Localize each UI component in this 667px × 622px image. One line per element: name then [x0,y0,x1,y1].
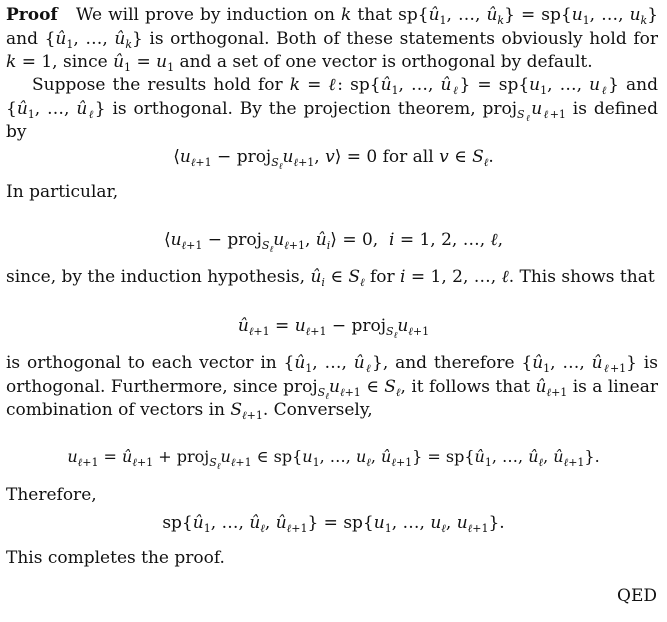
therefore-text: Therefore, [6,485,97,505]
qed-mark: QED [617,586,657,606]
proof-para1-rendered: We will prove by induction on k that $sp\{û_1$, …, $û_k\} = sp\{u_1$, …, $u_k$} and {$û_1$, …, $û_k$} is orthogonal. Both of these statements obviously hold for k = 1, since $û_1 = u_1$ and a set of one vector is orthogonal by default. [6,5,659,74]
equation-5: $sp\{û_1$, …, $û_\ell$, $û_{\ell+1}\} = sp\{u_1$, …, $u_\ell$, $u_{\ell+1}$}. [162,513,505,535]
equation-2: $⟨u_{\ell+1}$ − $proj_{S_\ell}u_{\ell+1}$, $û_i⟩ = 0$, i = 1, 2, …, ℓ, [163,230,504,255]
equation-3: $û_{\ell+1} = u_{\ell+1}$ − $proj_{S_\ell}u_{\ell+1}$ [237,316,430,341]
proof-paragraph-4: is orthogonal to each vector in {$û_1$, …, $û_\ell$}, and therefore {$û_1$, …, $û_{\ell+1}$} is orthogonal. Furthermore, since $proj_{S_\ell}u_{\ell+1}$ ∈ $S_\ell$, it follows that $û_{\ell+1}$ is a linear combination of vectors in $S_{\ell+1}$. Conversely, [6,353,659,422]
proof-paragraph-2: Suppose the results hold for k = ℓ: $sp\{û_1$, …, $û_\ell\} = sp\{u_1$, …, $u_\ell$} and {$û_1$, …, $û_\ell$} is orthogonal. By the projection theorem, $proj_{S_\ell}u_{\ell+1}$ is defined by [6,75,658,142]
proof-paragraph-3: since, by the induction hypothesis, $û_i$ ∈ $S_\ell$ for i = 1, 2, …, ℓ. This shows that [6,267,655,289]
proof-label: Proof [6,5,58,25]
in-particular-text: In particular, [6,182,119,202]
proof-paragraph-1 [6,4,658,75]
completes-text: This completes the proof. [6,548,225,568]
equation-4: $u_{\ell+1}$ = $û_{\ell+1}$ + $proj_{S_\ell}u_{\ell+1}$ ∈ $sp\{u_1$, …, $u_\ell$, $û_{\ell+1}$} = $sp\{û_1$, …, $û_\ell$, $û_{\ell+1}$}. [67,447,600,472]
equation-1: $⟨u_{\ell+1}$ − $proj_{S_\ell}u_{\ell+1}$, v⟩ = 0 for all v ∈ $S_\ell$. [173,147,494,172]
